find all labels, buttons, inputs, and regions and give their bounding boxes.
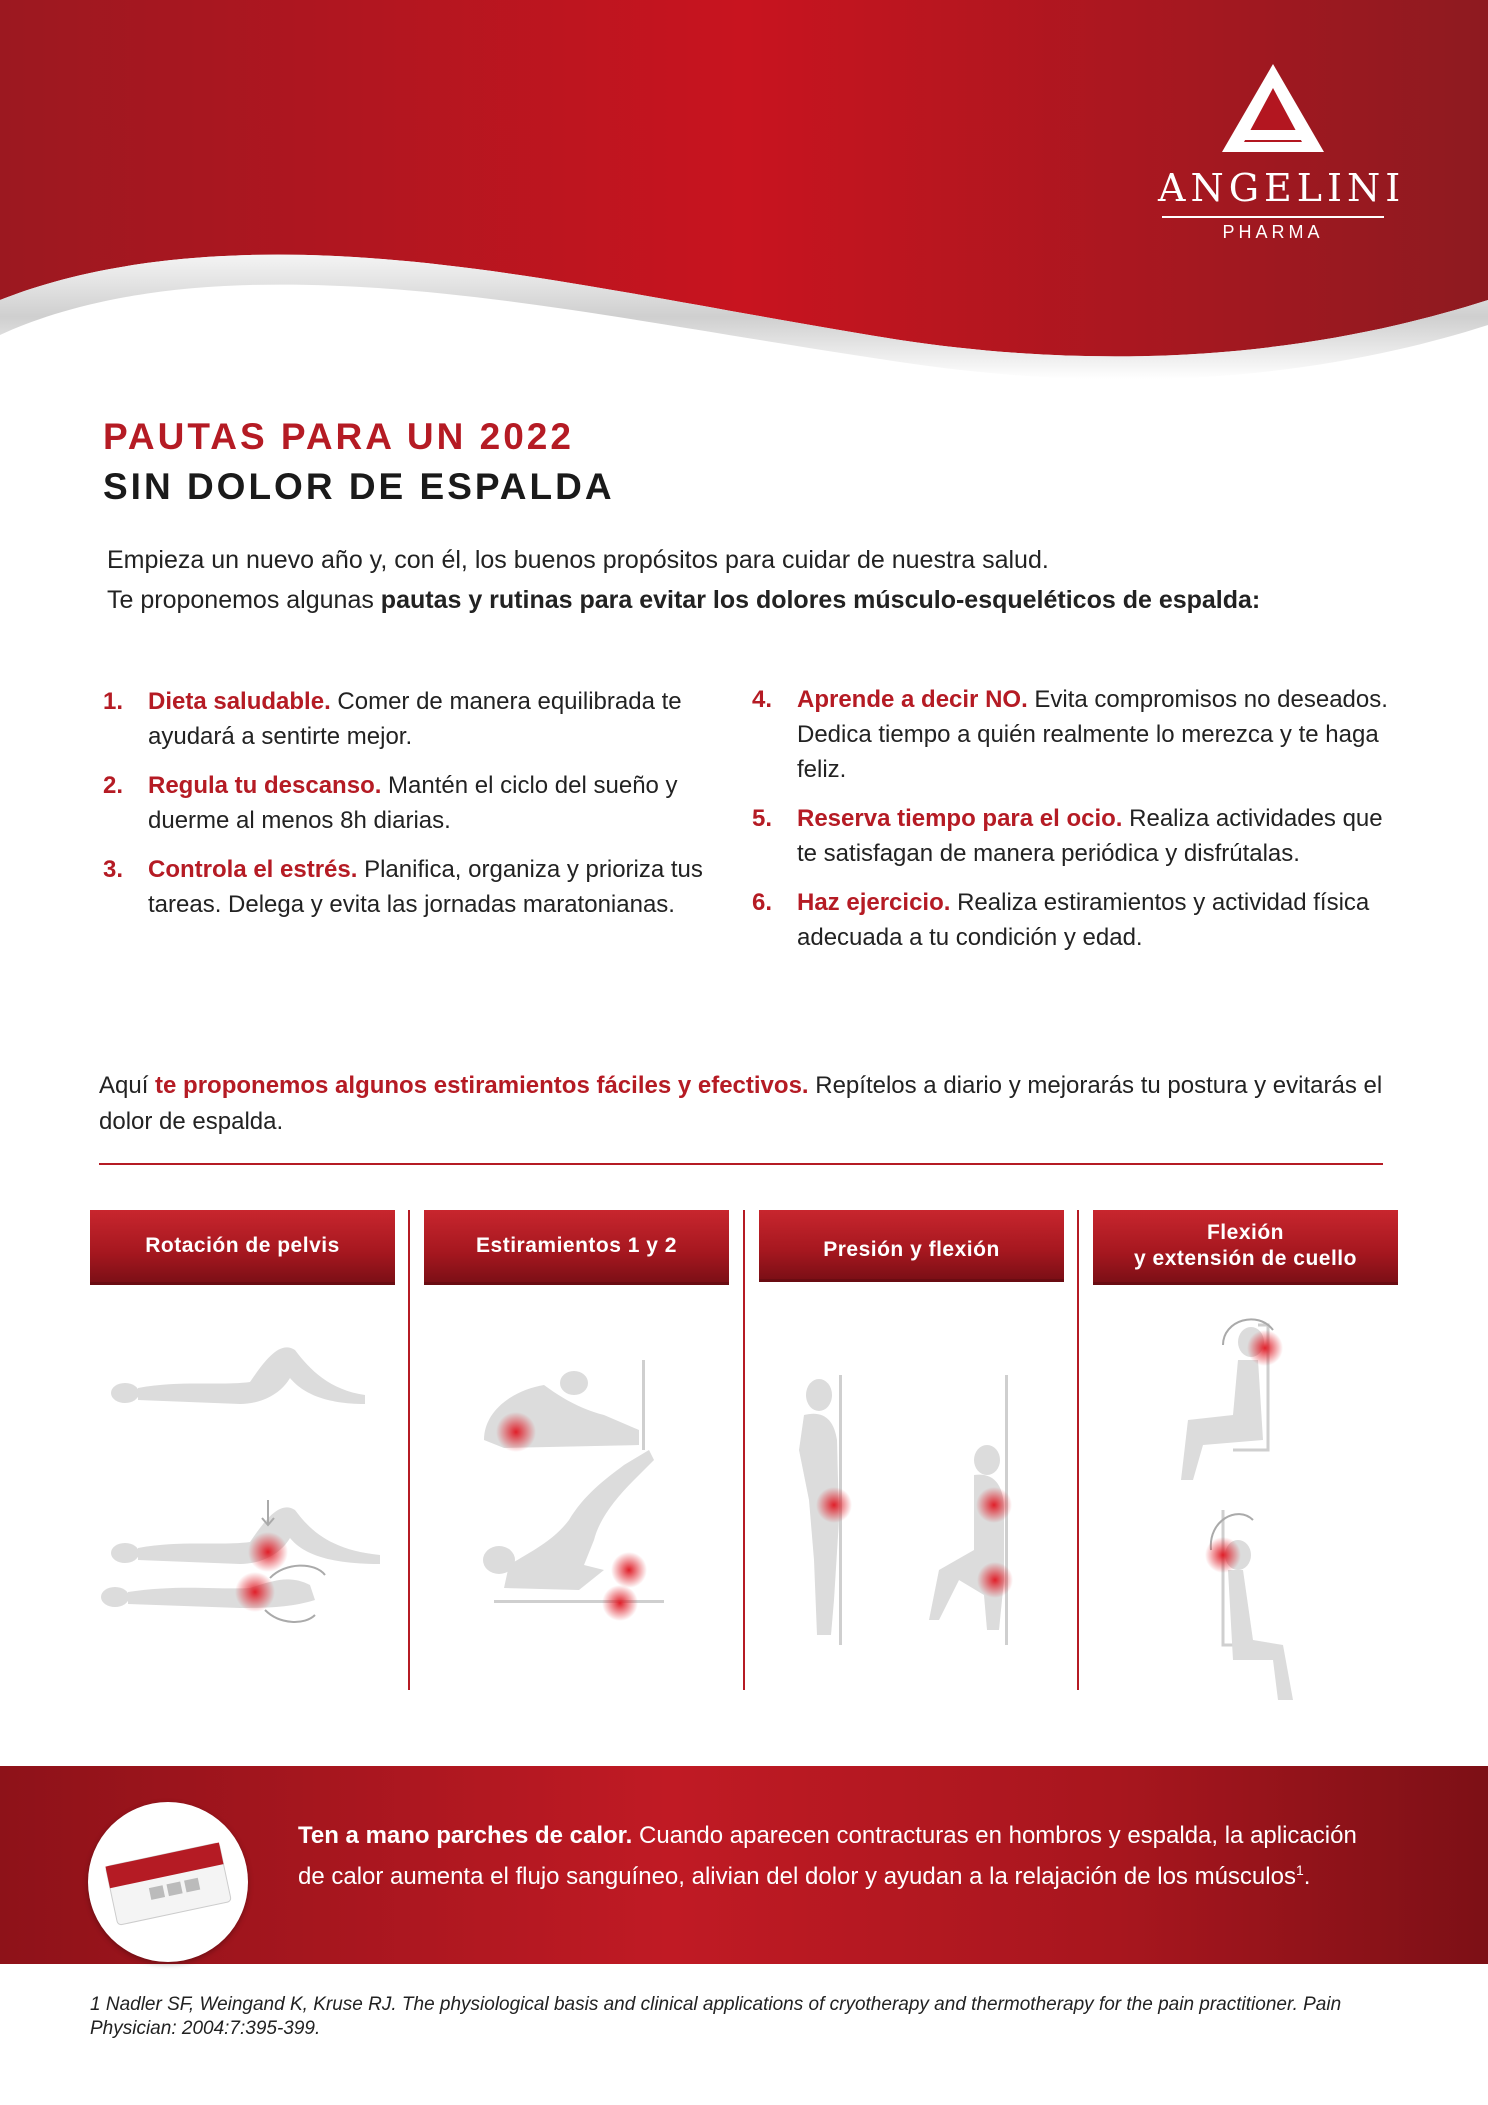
tip-text: Planifica, organiza y prioriza tus tareas. Delega y evita las jornadas maratonianas. xyxy=(148,856,703,918)
column-divider xyxy=(408,1210,410,1690)
pain-point xyxy=(1205,1537,1241,1573)
pain-point xyxy=(976,1487,1012,1523)
stretch-intro-bold: te proponemos algunos estiramientos fáciles y efectivos. xyxy=(155,1072,809,1099)
tip-item xyxy=(103,852,723,922)
stretch-intro xyxy=(99,1068,1399,1140)
stretch-header-estiramientos xyxy=(424,1210,729,1285)
stretch-label: Estiramientos 1 y 2 xyxy=(476,1234,677,1257)
banner-bold: Ten a mano parches de calor. xyxy=(298,1822,633,1849)
column-divider xyxy=(743,1210,745,1690)
banner-body: Cuando aparecen contracturas en hombros y espalda, la aplicación de calor aumenta el flujo sanguíneo, alivian del dolor y ayudan a la relajación de los músculos xyxy=(298,1822,1357,1890)
tip-item xyxy=(752,682,1392,787)
tip-heading: Aprende a decir NO. xyxy=(797,686,1028,713)
tip-text: Realiza estiramientos y actividad física adecuada a tu condición y edad. xyxy=(797,889,1370,951)
neck-flexion-illustration xyxy=(1093,1300,1403,1720)
heat-patch-text xyxy=(298,1818,1358,1894)
tip-heading: Haz ejercicio. xyxy=(797,889,951,916)
pain-point xyxy=(816,1487,852,1523)
tips-column-right xyxy=(752,682,1392,969)
pain-point xyxy=(977,1562,1013,1598)
section-divider xyxy=(99,1163,1383,1165)
stretch-header-cuello xyxy=(1093,1210,1398,1285)
intro-text xyxy=(107,540,1260,620)
tip-item xyxy=(103,768,723,838)
tip-text: Comer de manera equilibrada te ayudará a sentirte mejor. xyxy=(148,688,682,750)
tips-column-left xyxy=(103,684,723,936)
stretch-label-line-2: y extensión de cuello xyxy=(1134,1247,1357,1270)
angelini-logo xyxy=(1158,60,1406,243)
tip-item xyxy=(752,801,1392,871)
logo-divider xyxy=(1162,216,1384,218)
tip-text: Realiza actividades que te satisfagan de manera periódica y disfrútalas. xyxy=(797,805,1383,867)
pain-point xyxy=(602,1585,638,1621)
pain-point xyxy=(1247,1330,1283,1366)
intro-line-2-bold: pautas y rutinas para evitar los dolores músculo-esqueléticos de espalda: xyxy=(380,586,1261,614)
intro-line-2 xyxy=(107,580,1260,620)
stretch-label-line-1: Flexión xyxy=(1206,1221,1284,1244)
intro-line-1: Empieza un nuevo año y, con él, los buenos propósitos para cuidar de nuestra salud. xyxy=(107,546,1049,574)
column-divider xyxy=(1077,1210,1079,1690)
pain-point xyxy=(496,1412,536,1452)
stretch-intro-start: Aquí xyxy=(99,1072,156,1099)
brand-name: ANGELINI xyxy=(1158,166,1406,210)
tip-number: 6. xyxy=(752,889,773,916)
angelini-triangle-icon xyxy=(1218,60,1328,155)
banner-footnote-ref: 1 xyxy=(1295,1862,1304,1878)
tip-number: 3. xyxy=(103,856,124,883)
tip-item xyxy=(103,684,723,754)
tip-text: Evita compromisos no deseados. Dedica tiempo a quién realmente lo merezca y te haga feliz. xyxy=(797,686,1388,783)
tip-heading: Reserva tiempo para el ocio. xyxy=(797,805,1123,832)
tip-text: Mantén el ciclo del sueño y duerme al menos 8h diarias. xyxy=(148,772,678,834)
heat-patch-image xyxy=(88,1802,248,1962)
page-title xyxy=(103,412,615,512)
tip-number: 1. xyxy=(103,688,124,715)
pain-point xyxy=(611,1552,647,1588)
tip-number: 4. xyxy=(752,686,773,713)
stretch-intro-end: Repítelos a diario y mejorarás tu postura y evitarás el dolor de espalda. xyxy=(99,1072,1383,1135)
pelvis-rotation-illustration xyxy=(90,1300,400,1720)
intro-line-2-start: Te proponemos algunas xyxy=(107,586,381,614)
stretch-label: Presión y flexión xyxy=(823,1237,1000,1261)
tip-heading: Regula tu descanso. xyxy=(148,772,382,799)
tip-heading: Controla el estrés. xyxy=(148,856,358,883)
pain-point xyxy=(235,1572,275,1612)
tip-item xyxy=(752,885,1392,955)
header-band xyxy=(0,0,1488,390)
stretch-label: Rotación de pelvis xyxy=(145,1234,340,1257)
stretch-header-pelvis xyxy=(90,1210,395,1285)
brand-sub: PHARMA xyxy=(1222,222,1324,242)
title-line-2: SIN DOLOR DE ESPALDA xyxy=(103,466,615,507)
footnote: 1 Nadler SF, Weingand K, Kruse RJ. The physiological basis and clinical applications of cryotherapy and thermotherapy for the pain practitioner. Pain Physician: 2004:7:395-399. xyxy=(90,1994,1342,2039)
title-line-1: PAUTAS PARA UN 2022 xyxy=(103,416,574,457)
tip-heading: Dieta saludable. xyxy=(148,688,331,715)
tip-number: 2. xyxy=(103,772,124,799)
pain-point xyxy=(248,1532,288,1572)
heat-patch-icon xyxy=(88,1802,248,1962)
stretches-illustration xyxy=(424,1300,734,1720)
stretch-header-presion xyxy=(759,1210,1064,1282)
tip-number: 5. xyxy=(752,805,773,832)
banner-end: . xyxy=(1303,1863,1311,1890)
pressure-flexion-illustration xyxy=(759,1300,1069,1720)
